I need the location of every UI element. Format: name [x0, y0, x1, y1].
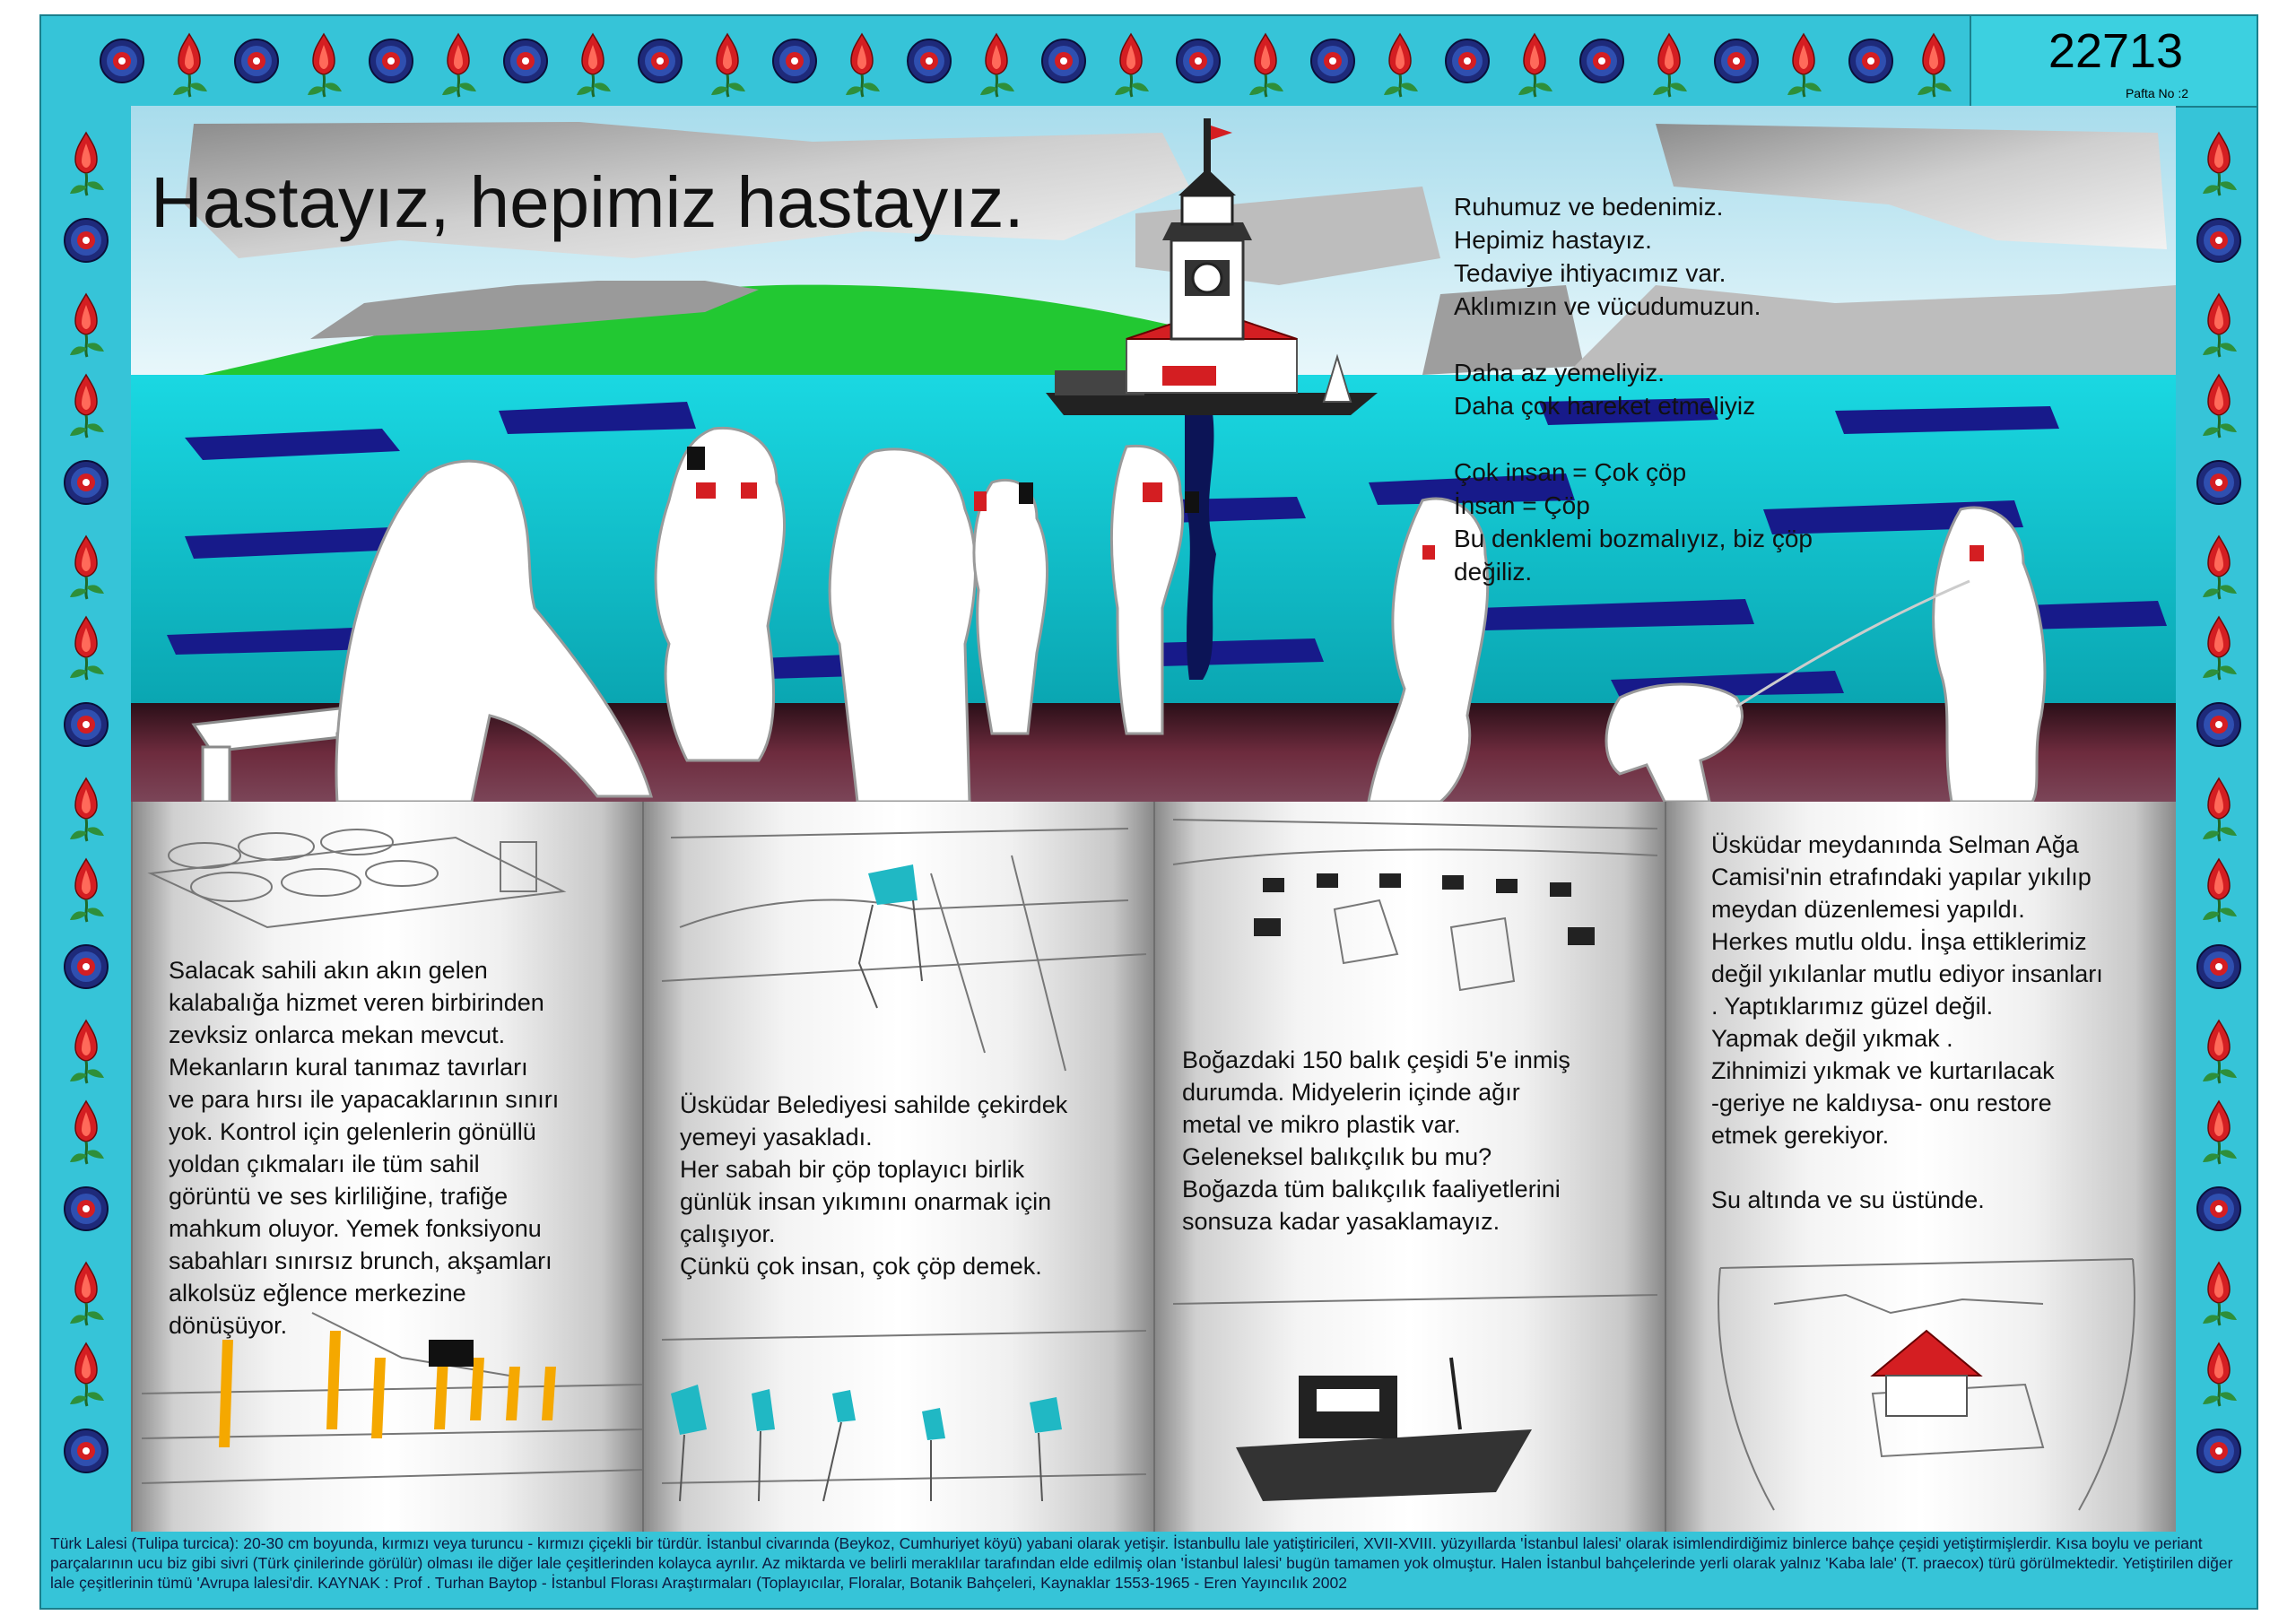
- main-artwork: [131, 106, 2176, 1532]
- panel-line: meydan düzenlemesi yapıldı.: [1711, 896, 2025, 923]
- panel-line: Yapmak değil yıkmak .: [1711, 1025, 1953, 1052]
- panel-salacak: [131, 802, 642, 1532]
- panel-line: görüntü ve ses kirliliğine, trafiğe: [169, 1183, 509, 1210]
- panel-line: zevksiz onlarca mekan mevcut.: [169, 1021, 506, 1048]
- panel-line: Boğazda tüm balıkçılık faaliyetlerini: [1182, 1176, 1561, 1203]
- panel-line: dönüşüyor.: [169, 1312, 288, 1339]
- poem-line: Daha az yemeliyiz.: [1454, 359, 1665, 386]
- pafta-label: Pafta No :2: [2125, 86, 2188, 100]
- left-border-motifs: [65, 133, 108, 1472]
- poem-line: Hepimiz hastayız.: [1454, 226, 1652, 254]
- fishing-boat: [1236, 1358, 1532, 1501]
- panel-line: mahkum oluyor. Yemek fonksiyonu: [169, 1215, 542, 1242]
- panel-line: Herkes mutlu oldu. İnşa ettiklerimiz: [1711, 928, 2087, 955]
- panel-line: Her sabah bir çöp toplayıcı birlik: [680, 1156, 1025, 1183]
- panel-line: Geleneksel balıkçılık bu mu?: [1182, 1143, 1492, 1170]
- panel-line: Salacak sahili akın akın gelen: [169, 957, 488, 984]
- panel-line: günlük insan yıkımını onarmak için: [680, 1188, 1052, 1215]
- panel-text: [169, 954, 559, 1342]
- panel-uskudar-meydan: [1665, 802, 2176, 1532]
- small-maidens-tower: [1873, 1331, 1980, 1416]
- panel-line: Boğazdaki 150 balık çeşidi 5'e inmiş: [1182, 1046, 1570, 1073]
- panel-line: Su altında ve su üstünde.: [1711, 1186, 1985, 1213]
- panel-line: yemeyi yasakladı.: [680, 1124, 873, 1151]
- panel-line: sabahları sınırsız brunch, akşamları: [169, 1247, 552, 1274]
- panel-line: metal ve mikro plastik var.: [1182, 1111, 1461, 1138]
- sheet-number-box: [1970, 16, 2258, 108]
- panel-line: Üsküdar Belediyesi sahilde çekirdek: [680, 1091, 1068, 1118]
- panel-line: durumda. Midyelerin içinde ağır: [1182, 1079, 1520, 1106]
- poem-block: [1454, 190, 1813, 588]
- panel-text: [680, 1089, 1067, 1282]
- sheet-number: 22713: [2048, 24, 2184, 78]
- poem-line: Tedaviye ihtiyacımız var.: [1454, 259, 1726, 287]
- panel-line: -geriye ne kaldıysa- onu restore: [1711, 1090, 2052, 1116]
- panel-line: kalabalığa hizmet veren birbirinden: [169, 989, 544, 1016]
- panel-text: [1711, 829, 2103, 1216]
- poem-line: [1454, 323, 1813, 356]
- headline: Hastayız, hepimiz hastayız.: [151, 162, 1024, 242]
- panel-line: Mekanların kural tanımaz tavırları: [169, 1054, 528, 1081]
- right-border-motifs: [2197, 133, 2240, 1472]
- book-panels: [131, 802, 2176, 1532]
- panel-line: etmek gerekiyor.: [1711, 1122, 1890, 1149]
- poster: [39, 14, 2258, 1610]
- panel-balikcilik: [1153, 802, 1665, 1532]
- panel-line: yok. Kontrol için gelenlerin gönüllü: [169, 1118, 536, 1145]
- panel-line: sonsuza kadar yasaklamayız.: [1182, 1208, 1500, 1235]
- panel-line: yoldan çıkmaları ile tüm sahil: [169, 1151, 480, 1177]
- poem-line: Ruhumuz ve bedenimiz.: [1454, 193, 1724, 221]
- poem-line: değiliz.: [1454, 558, 1533, 586]
- poem-line: Daha çok hareket etmeliyiz: [1454, 392, 1756, 420]
- poem-line: Aklımızın ve vücudumuzun.: [1454, 292, 1761, 320]
- panel-line: [1711, 1151, 2103, 1184]
- poem-line: Çok insan = Çok çöp: [1454, 458, 1687, 486]
- poem-line: Bu denklemi bozmalıyız, biz çöp: [1454, 525, 1813, 552]
- panel-line: ve para hırsı ile yapacaklarının sınırı: [169, 1086, 560, 1113]
- footer-text: Türk Lalesi (Tulipa turcica): 20-30 cm boyunda, kırmızı veya turuncu - kırmızı çiçekli bir türdür. İstanbul civarında (Beykoz, Cumhuriyet köyü) yabani olarak yetişir. İstanbullu lale yatiştiricileri, XVII-XVIII. yüzyıllarda 'İstanbul lalesi' olarak isimlendirdiğimiz binlerce bahçe çeşidi yetiştirmişlerdir. Kısa boylu ve periant parçalarının ucu biz gibi sivri (Türk çinilerinde görülür) olması ile diğer lale çeşitlerinden kolayca ayrılır. Az miktarda ve belirli meraklılar tarafından elde edilmiş olan 'İstanbul lalesi' bugün tamamen yok olmuştur. Halen İstanbul bahçelerinde yerli olarak yalnız 'Kaba lale' (T. praecox) türü görülmektedir. Yetiştirilen diğer lale çeşitlerinin tümü 'Avrupa lalesi'dir. KAYNAK : Prof . Turhan Baytop - İstanbul Florası Araştırmaları (Toplayıcılar, Floralar, Botanik Bahçeleri, Kaynaklar 1553-1965 - Eren Yayıncılık 2002: [50, 1534, 2233, 1592]
- panel-line: Camisi'nin etrafındaki yapılar yıkılıp: [1711, 864, 2092, 890]
- panel-line: değil yıkılanlar mutlu ediyor insanları: [1711, 960, 2103, 987]
- panel-line: Çünkü çok insan, çok çöp demek.: [680, 1253, 1042, 1280]
- panel-line: . Yaptıklarımız güzel değil.: [1711, 993, 1994, 1020]
- poem-line: İnsan = Çöp: [1454, 491, 1590, 519]
- footer-band: [41, 1532, 2258, 1610]
- panel-line: Üsküdar meydanında Selman Ağa: [1711, 831, 2079, 858]
- panel-text: [1182, 1044, 1570, 1238]
- panel-line: Zihnimizi yıkmak ve kurtarılacak: [1711, 1057, 2055, 1084]
- panel-cop-toplayici: [642, 802, 1153, 1532]
- poem-line: [1454, 422, 1813, 456]
- panel-line: çalışıyor.: [680, 1220, 776, 1247]
- bosphorus-scene: [131, 106, 2176, 802]
- panel-line: alkolsüz eğlence merkezine: [169, 1280, 466, 1307]
- top-border-motifs: [100, 34, 1952, 97]
- mussels: [1254, 873, 1595, 945]
